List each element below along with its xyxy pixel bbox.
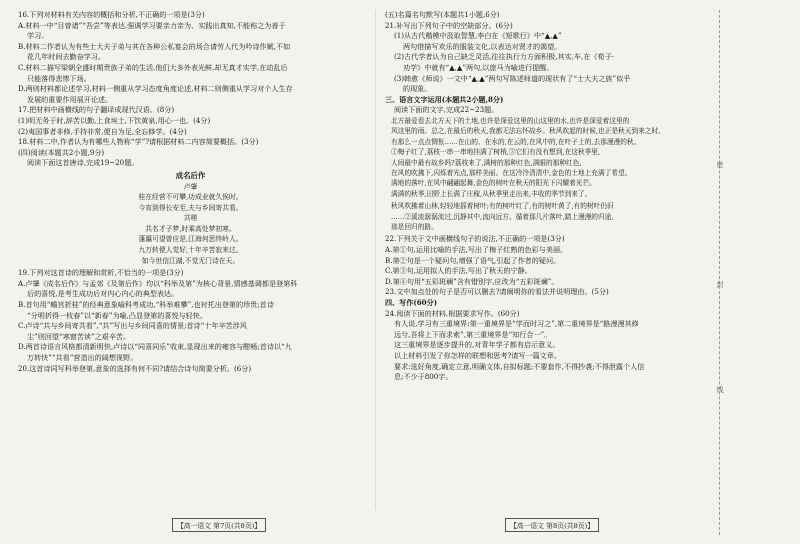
poem-title: 成名后作 bbox=[175, 170, 206, 180]
text-line: 两句借描写欢乐的服装文化,以表达对贤才的渴望。 bbox=[403, 41, 562, 51]
passage-line: ……②溪流潺潺流过,沉静其中,流向远方。循着那几片落叶,踏上漫漫的归途, bbox=[391, 212, 614, 221]
poem-line: 如今世信江湖,不觉无门诗在天。 bbox=[141, 256, 240, 265]
text-line: B.材料二作者认为有些士大夫子弟与其在各种公私宴会的场合请劳人代为吟诗作赋,不如 bbox=[18, 41, 291, 51]
left-column bbox=[18, 10, 363, 374]
text-line: 学习。 bbox=[27, 31, 49, 41]
text-line: D.两则材料都论述学习,材料一侧重从学习态度角度论述,材料二则侧重从学习对个人生存 bbox=[18, 84, 293, 94]
text-line: 阅读下面的文字,完成22~23题。 bbox=[394, 105, 499, 115]
text-line: A.卢肇《成名后作》与孟郊《及第后作》均以“科举及第”为核心背景,情感基调都是登第科 bbox=[18, 278, 298, 288]
text-line: 19.下列对这首诗的理解和赏析,不恰当的一项是(3分) bbox=[18, 268, 184, 278]
text-line: (2)古代学者认为自己缺乏灵活,往往执行力方面积极,其实,车,在《荀子· bbox=[394, 52, 614, 62]
text-line: (四)阅读(本题共2小题,9分) bbox=[18, 147, 105, 157]
passage-line: 满地的落叶,在风中翩翩起舞,金色的树叶在秋天的阳光下闪耀着光芒。 bbox=[391, 179, 596, 188]
passage-line: 秋风吹拂着山林,轻轻地摇着树叶;有的树叶红了,有的树叶黄了,有的树叶仍旧 bbox=[391, 202, 614, 211]
text-line: D.第④句用“五彩斑斓”含有错别字,应改为“五彩斑斓”。 bbox=[385, 276, 559, 286]
text-line: D.两首诗语言风格都清新明快,卢诗以“同喜同乐”收束,显现出来的雍容与酣畅;首诗以“九 bbox=[18, 342, 292, 352]
text-line: 花几年时间去勤奋学习。 bbox=[27, 52, 106, 62]
passage-line: ①梅子红了,荔枝一串一串地挂满了树梢,③它们有没有想到,在这秋季里, bbox=[391, 148, 601, 157]
text-line: 有人说,学习有三重境界:第一重境界是“学而时习之”,第二重境界是“路漫漫其修 bbox=[394, 319, 639, 329]
text-line: 23.文中加点处的句子是否可以删去?请阐明你的看法并说明理由。(5分) bbox=[385, 287, 609, 297]
passage-line: 在风的吹拂下,闪烁着光点,那样美丽。在这冷冷清清中,金色的土地上充满了希望。 bbox=[391, 168, 632, 177]
text-line: 阅读下面这首唐诗,完成19~20题。 bbox=[27, 158, 139, 168]
text-line: 三、语言文字运用(本题共2小题,8分) bbox=[385, 94, 504, 104]
text-line: 以上材料引发了你怎样的联想和思考?请写一篇文章。 bbox=[394, 350, 561, 360]
text-line: 远兮,吾将上下而求索”,第三重境界是“知行合一”。 bbox=[394, 329, 552, 339]
seal-mark: 密 bbox=[716, 161, 724, 169]
text-line: 16.下列对材料有关内容的概括和分析,不正确的一项是(3分) bbox=[18, 10, 205, 19]
text-line: 劝学》中就有“▲,▲”两句,以旅马为喻进行提醒。 bbox=[403, 62, 554, 72]
text-line: (五)名篇名句默写(本题共1小题,6分) bbox=[385, 10, 500, 19]
text-line: 发展的重要作用展开论述。 bbox=[27, 94, 113, 104]
text-line: 后的喜悦,是考生成功后对内心内心的典型表达。 bbox=[27, 289, 179, 299]
poem-subtitle: 共嗟 bbox=[183, 214, 198, 223]
passage-line: 人间最中最有故乡吗?荔枝来了,满树的那种红色,满眼的那种红色, bbox=[391, 158, 582, 167]
text-line: 21.补写出下列句子中的空缺部分。(6分) bbox=[385, 20, 513, 30]
footer-page-7: 【高一语文 第7页(共8页)】 bbox=[172, 518, 266, 532]
text-line: B.第②句是一个疑问句,增强了语气,引起了作者的疑问。 bbox=[385, 255, 561, 265]
poem-line: 九万转便人觉好,十年辛苦寂来过。 bbox=[138, 246, 243, 255]
seal-mark: 线 bbox=[716, 386, 724, 394]
passage-line: 那是回归的路。 bbox=[391, 223, 438, 231]
text-line: 只能落得悲惨下场。 bbox=[27, 73, 91, 83]
passage-line: 满满的秋季,田野上长满了庄稼,从秋季里走出来,丰收的季节到来了。 bbox=[391, 189, 592, 198]
poem-line: 共名才子梦,时乘高处梦初寒。 bbox=[145, 224, 236, 233]
poem-line: 蓬瀛可望曾应是,江海何思终岭人。 bbox=[138, 235, 243, 244]
text-line: 万转快”“共看”营造出的阔想视野。 bbox=[27, 353, 138, 362]
reading-passage bbox=[385, 116, 707, 199]
seal-mark: 封 bbox=[716, 281, 724, 289]
footer-page-8: 【高一语文 第8页(共8页)】 bbox=[505, 518, 599, 532]
questions-16-18 bbox=[18, 10, 363, 169]
text-line: 22.下列关于文中画横线句子的说法,不正确的一项是(3分) bbox=[385, 234, 565, 244]
text-line: (2)夷国事者非修,手持非常,便自为足,全忘修学。(4分) bbox=[18, 126, 187, 136]
text-line: C.材料二描写梁朝全盛时期贵族子弟的生活,他们大多外表光鲜,却无真才实学,在动乱后 bbox=[18, 62, 288, 72]
text-line: B.首句用“蟾宫折桂”的经典意象喻科考成功,“科举难攀”,也衬托出登第的珍贵;首诗 bbox=[18, 300, 274, 310]
text-line: A.第①句,运用比喻的手法,写出了梅子红熟的色彩与美丽。 bbox=[385, 245, 568, 254]
text-line: 尘”则回望“寒窗苦读”之艰辛苦。 bbox=[27, 331, 131, 341]
column-divider bbox=[375, 10, 376, 510]
passage-line: 北方最爱看去北方天下的土地,也许是深爱这里的山这里的水,也许是深爱着这里的 bbox=[391, 116, 630, 125]
right-column bbox=[385, 10, 707, 383]
passage-line: 有那么一点点惆怅……在山的、在水的,在云的,在风中的,在叶子上的,去那漫漫的秋。 bbox=[391, 137, 641, 146]
poem-author: 卢肇 bbox=[183, 182, 198, 191]
text-line: “分明折得一枝春”以“新春”为喻,凸显登第的喜悦与轻快。 bbox=[27, 310, 207, 320]
text-line: C.第③句,运用拟人的手法,写出了秋天的宁静。 bbox=[385, 266, 532, 276]
reading-passage-continued bbox=[385, 201, 707, 232]
text-line: A.材料一中“目曾诸”“吾尝”等表达,强调学习要亲力亲为、实践出真知,不能称之为善于 bbox=[18, 20, 286, 30]
text-line: 的现象。 bbox=[403, 84, 432, 94]
poem-block bbox=[18, 171, 363, 266]
seal-line bbox=[719, 10, 720, 535]
questions-22-24 bbox=[385, 234, 707, 382]
text-line: C.卢诗“共与乡间寄共看”,“共”写出与乡间同喜的情景;首诗“十年辛苦涉风 bbox=[18, 321, 247, 331]
questions-19-20 bbox=[18, 268, 363, 374]
text-line: 要求:选好角度,确定立意,明确文体,自拟标题;不要套作,不得抄袭;不得泄露个人信 bbox=[394, 361, 645, 371]
text-line: 20.这首诗同写科举登第,意象的选择有何不同?请结合诗句简要分析。(6分) bbox=[18, 363, 252, 373]
text-line: (3)韩愈《师说》一文中“▲,▲”两句写陈述师道的现状有了“士大夫之族”似乎 bbox=[394, 73, 631, 83]
passage-line: 风这里的雨。总之,在最后的秋天,我都无法忘怀故乡。秋风吹起的时候,也正是秋天到来之时。 bbox=[391, 127, 665, 136]
text-line: 四、写作(60分) bbox=[385, 297, 438, 307]
poem-line: 今宵到得长安至,夫与乡间寄共看。 bbox=[138, 203, 243, 212]
text-line: (1)从古代楷模中汲取智慧,李白在《短歌行》中“▲,▲” bbox=[394, 31, 562, 41]
text-line: 息;不少于800字。 bbox=[394, 372, 453, 382]
text-line: 24.阅读下面的材料,根据要求写作。(60分) bbox=[385, 308, 520, 318]
text-line: 17.把材料中画横线的句子翻译成现代汉语。(8分) bbox=[18, 105, 175, 115]
poem-line: 桂在经营不可攀,功成业就久俟时。 bbox=[138, 193, 243, 202]
text-line: 18.材料二中,作者认为有哪些人物称“学”?请根据材料二内容简要概括。(3分) bbox=[18, 137, 259, 147]
questions-21 bbox=[385, 10, 707, 116]
text-line: 这三重境界是逐步提升的,对青年学子都有启示意义。 bbox=[394, 340, 560, 350]
text-line: (1)明无务于时,辞苦以勤,上食埃土,下饮黄泉,用心一也。(4分) bbox=[18, 115, 211, 125]
